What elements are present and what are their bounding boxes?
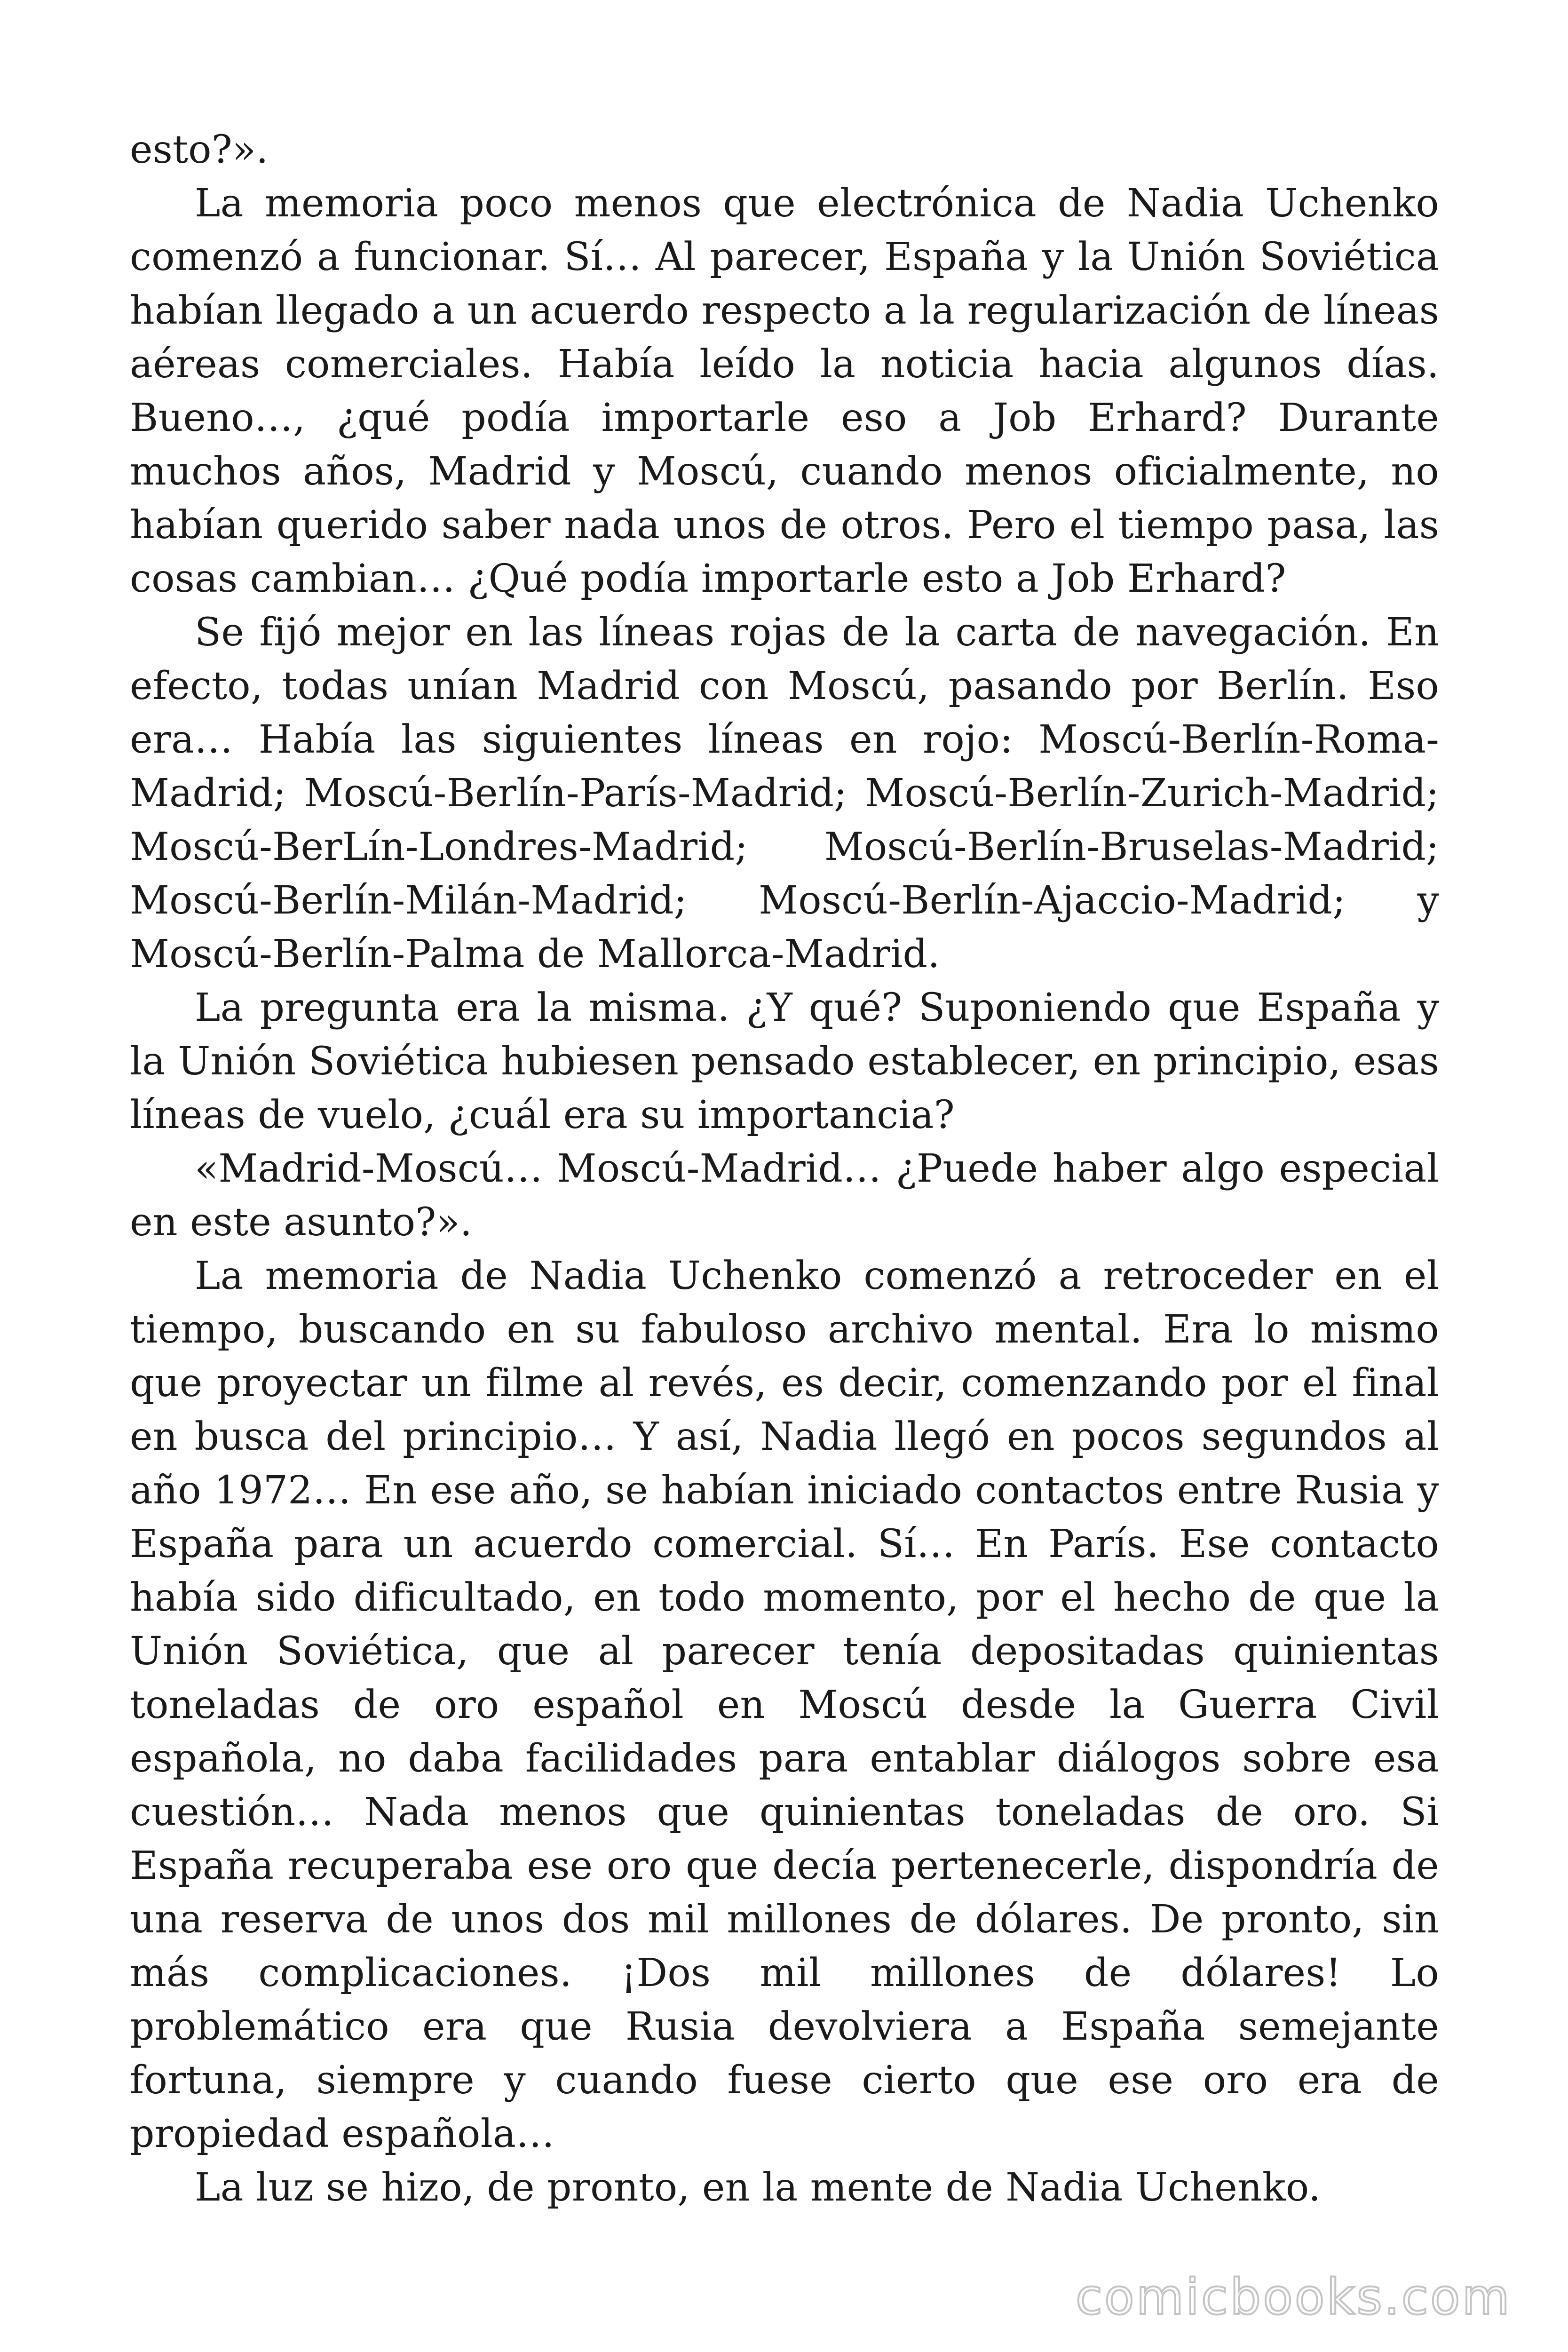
paragraph-4: La pregunta era la misma. ¿Y qué? Suponiendo que España y la Unión Soviética hubiesen pensado establecer, en principio, esas líneas de vuelo, ¿cuál era su importancia?	[130, 985, 1439, 1137]
paragraph-7: La luz se hizo, de pronto, en la mente de Nadia Uchenko.	[195, 2165, 1321, 2210]
paragraph-3: Se fijó mejor en las líneas rojas de la carta de navegación. En efecto, todas unían Madrid con Moscú, pasando por Berlín. Eso era… Había las siguientes líneas en rojo: Moscú-Berlín-Roma-Madrid; Moscú-Berlín-París-Madrid; Moscú-Berlín-Zurich-Madrid; Moscú-BerLín-Londres-Madrid; Moscú-Berlín-Bruselas-Madrid; Moscú-Berlín-Milán-Madrid; Moscú-Berlín-Ajaccio-Madrid; y Moscú-Berlín-Palma de Mallorca-Madrid.	[130, 610, 1439, 977]
paragraph-2: La memoria poco menos que electrónica de Nadia Uchenko comenzó a funcionar. Sí… Al parecer, España y la Unión Soviética habían llegado a un acuerdo respecto a la regularización de líneas aéreas comerciales. Había leído la noticia hacia algunos días. Bueno…, ¿qué podía importarle eso a Job Erhard? Durante muchos años, Madrid y Moscú, cuando menos oficialmente, no habían querido saber nada unos de otros. Pero el tiempo pasa, las cosas cambian… ¿Qué podía importarle esto a Job Erhard?	[130, 181, 1439, 601]
paragraph-1: esto?».	[130, 127, 269, 172]
paragraph-5: «Madrid-Moscú… Moscú-Madrid… ¿Puede haber algo especial en este asunto?».	[130, 1146, 1439, 1245]
paragraph-6: La memoria de Nadia Uchenko comenzó a retroceder en el tiempo, buscando en su fabuloso archivo mental. Era lo mismo que proyectar un filme al revés, es decir, comenzando por el final en busca del principio… Y así, Nadia llegó en pocos segundos al año 1972… En ese año, se habían iniciado contactos entre Rusia y España para un acuerdo comercial. Sí… En París. Ese contacto había sido dificultado, en todo momento, por el hecho de que la Unión Soviética, que al parecer tenía depositadas quinientas toneladas de oro español en Moscú desde la Guerra Civil española, no daba facilidades para entablar diálogos sobre esa cuestión… Nada menos que quinientas toneladas de oro. Si España recuperaba ese oro que decía pertenecerle, dispondría de una reserva de unos dos mil millones de dólares. De pronto, sin más complicaciones. ¡Dos mil millones de dólares! Lo problemático era que Rusia devolviera a España semejante fortuna, siempre y cuando fuese cierto que ese oro era de propiedad española…	[130, 1254, 1439, 2156]
body-text	[130, 123, 1439, 2215]
watermark: comicbooks.com	[1075, 2268, 1512, 2326]
